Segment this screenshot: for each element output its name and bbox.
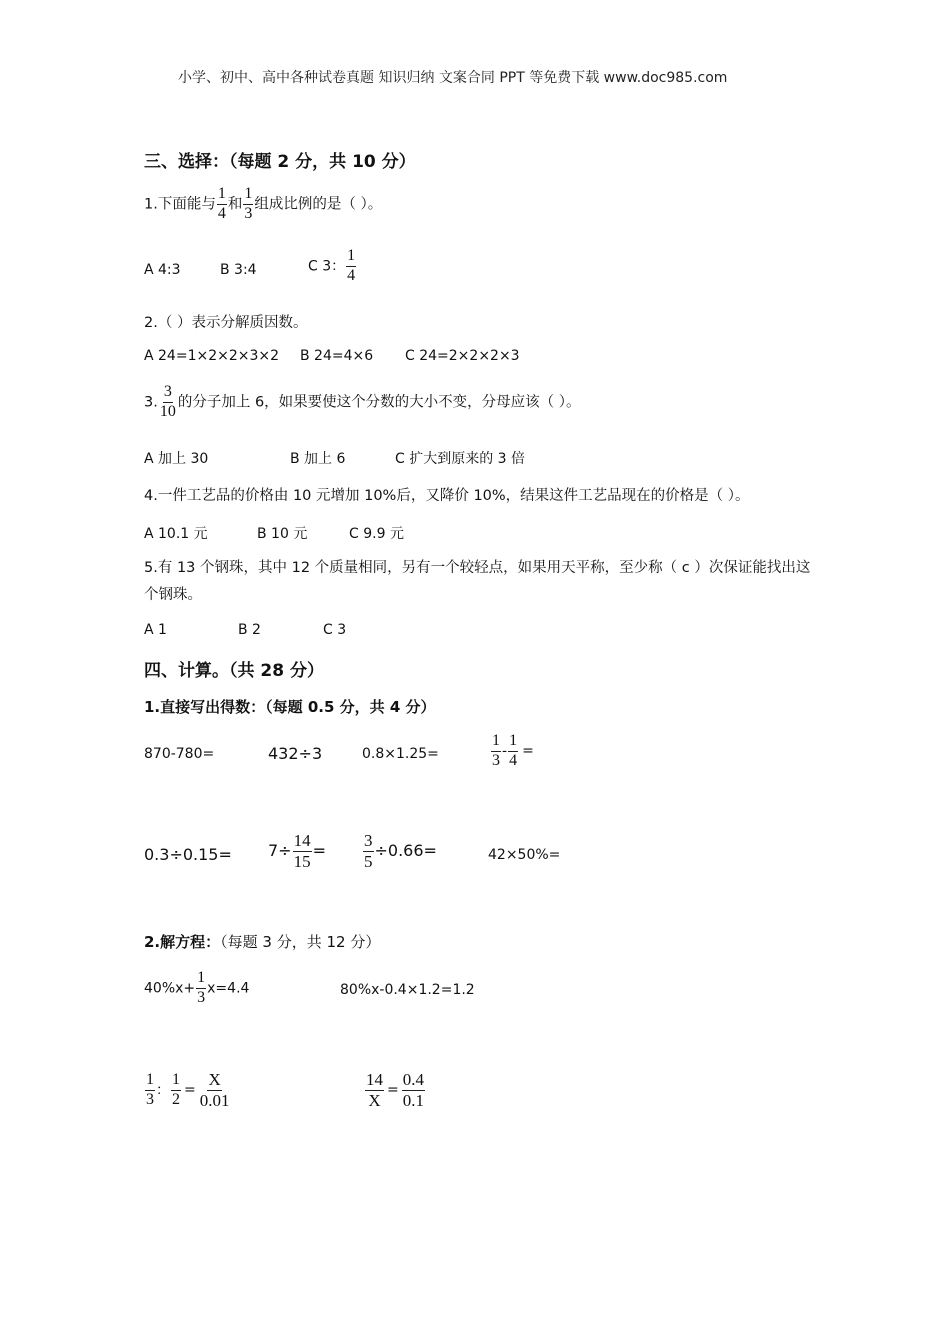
part-2-title bbox=[144, 931, 380, 952]
q4-option-c: C 9.9 元 bbox=[349, 526, 404, 542]
section-three-title: 三、选择：（每题 2 分，共 10 分） bbox=[144, 152, 416, 172]
q1-option-b: B 3:4 bbox=[220, 262, 257, 278]
calc-4-fraction-a: $\frac{1}{3}$ bbox=[492, 732, 500, 769]
equation-2: 80%x-0.4×1.2=1.2 bbox=[340, 982, 475, 998]
fraction-one-quarter: $\frac{1}{4}$ bbox=[217, 185, 226, 222]
equation-1-suffix: x=4.4 bbox=[207, 980, 250, 997]
q5-option-c: C 3 bbox=[323, 622, 347, 638]
q1-prefix: 1.下面能与 bbox=[144, 196, 216, 213]
q3-suffix: 的分子加上 6，如果要使这个分数的大小不变，分母应该（ ）。 bbox=[177, 394, 581, 411]
equation-3-fraction-b: $\frac{1}{2}$ bbox=[172, 1071, 180, 1108]
part-1-title: 1.直接写出得数：（每题 0.5 分，共 4 分） bbox=[144, 698, 436, 716]
equation-3-colon: ： bbox=[156, 1082, 170, 1099]
equation-3-equals: = bbox=[184, 1082, 196, 1099]
equation-3 bbox=[144, 1071, 231, 1110]
question-1 bbox=[144, 186, 382, 223]
calc-4-minus: - bbox=[502, 743, 508, 760]
q3-option-b: B 加上 6 bbox=[290, 451, 346, 467]
q2-option-c: C 24=2×2×2×3 bbox=[405, 348, 520, 364]
calc-6-equals: = bbox=[312, 840, 326, 860]
calc-7-fraction: $\frac{3}{5}$ bbox=[364, 831, 373, 871]
equation-4-equals: = bbox=[387, 1082, 399, 1099]
calc-6-prefix: 7÷ bbox=[268, 840, 292, 860]
q3-option-a: A 加上 30 bbox=[144, 451, 209, 467]
q1-option-c bbox=[308, 248, 357, 285]
calc-7-suffix: ÷0.66= bbox=[374, 840, 437, 860]
question-3 bbox=[144, 384, 581, 421]
section-four-title: 四、计算。（共 28 分） bbox=[144, 661, 324, 681]
question-4: 4.一件工艺品的价格由 10 元增加 10%后，又降价 10%，结果这件工艺品现在的价格是（ ）。 bbox=[144, 488, 750, 504]
calc-4-fraction-b: $\frac{1}{4}$ bbox=[509, 732, 518, 769]
calc-2: 432÷3 bbox=[268, 744, 323, 763]
q2-option-b: B 24=4×6 bbox=[300, 348, 374, 364]
part-2-title-bold: 2.解方程： bbox=[144, 933, 221, 951]
q4-option-a: A 10.1 元 bbox=[144, 526, 208, 542]
q1-option-c-label: C 3： bbox=[308, 258, 346, 275]
calc-4-equals: = bbox=[522, 743, 534, 760]
page-header: 小学、初中、高中各种试卷真题 知识归纳 文案合同 PPT 等免费下载 www.doc985.com bbox=[178, 70, 728, 86]
fraction-three-tenths: $\frac{3}{10}$ bbox=[159, 383, 176, 420]
equation-3-fraction-c: $\frac{X}{0.01}$ bbox=[199, 1070, 230, 1110]
calc-5: 0.3÷0.15= bbox=[144, 845, 232, 864]
q1-option-a: A 4:3 bbox=[144, 262, 181, 278]
q1-option-c-fraction: $\frac{1}{4}$ bbox=[347, 247, 356, 284]
q4-option-b: B 10 元 bbox=[257, 526, 308, 542]
equation-4 bbox=[364, 1071, 426, 1110]
question-2: 2.（ ）表示分解质因数。 bbox=[144, 315, 308, 331]
q1-suffix: 组成比例的是（ ）。 bbox=[254, 196, 383, 213]
calc-6 bbox=[268, 832, 326, 871]
part-2-title-rest: （每题 3 分，共 12 分） bbox=[220, 933, 381, 951]
calc-6-fraction: $\frac{14}{15}$ bbox=[293, 831, 311, 871]
q3-prefix: 3. bbox=[144, 394, 158, 411]
q1-mid: 和 bbox=[227, 196, 243, 213]
equation-3-fraction-a: $\frac{1}{3}$ bbox=[146, 1071, 154, 1108]
equation-4-fraction-a: $\frac{14}{X}$ bbox=[366, 1070, 383, 1110]
q5-option-a: A 1 bbox=[144, 622, 167, 638]
fraction-one-third: $\frac{1}{3}$ bbox=[244, 185, 253, 222]
q5-option-b: B 2 bbox=[238, 622, 261, 638]
calc-1: 870-780= bbox=[144, 746, 215, 762]
equation-4-fraction-b: $\frac{0.4}{0.1}$ bbox=[402, 1070, 424, 1110]
calc-4 bbox=[490, 733, 534, 770]
q2-option-a: A 24=1×2×2×3×2 bbox=[144, 348, 280, 364]
equation-1-prefix: 40%x+ bbox=[144, 980, 196, 997]
calc-8: 42×50%= bbox=[488, 847, 561, 863]
calc-3: 0.8×1.25= bbox=[362, 746, 439, 762]
calc-7 bbox=[362, 832, 437, 871]
equation-1 bbox=[144, 970, 249, 1007]
equation-1-fraction: $\frac{1}{3}$ bbox=[197, 969, 206, 1006]
question-5: 5.有 13 个钢珠，其中 12 个质量相同，另有一个较轻点，如果用天平称，至少称（ c ）次保证能找出这个钢珠。 bbox=[144, 560, 811, 603]
q3-option-c: C 扩大到原来的 3 倍 bbox=[395, 451, 526, 467]
